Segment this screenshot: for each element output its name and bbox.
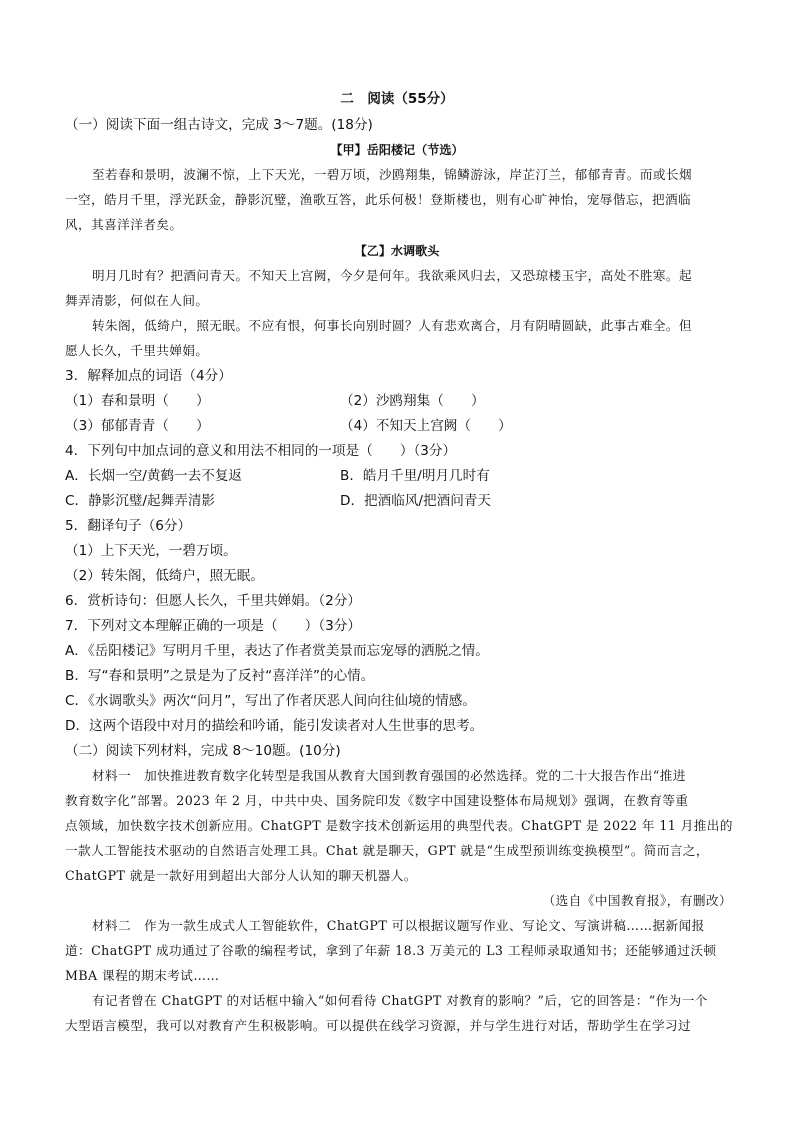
section-title: 二 阅读（55分）	[340, 91, 454, 107]
material2-line-2: 道：ChatGPT 成功通过了谷歌的编程考试，拿到了年薪 18.3 万美元的 L3 工程师录取通知书；还能够通过沃顿	[65, 943, 717, 958]
material1-line-2: 教育数字化”部署。2023 年 2 月，中共中央、国务院印发《数字中国建设整体布局规划》强调，在教育等重	[65, 793, 689, 808]
q4-option-b: B．皓月千里/明月几时有	[340, 468, 490, 484]
jia-line-2: 一空，皓月千里，浮光跃金，静影沉璧，渔歌互答，此乐何极！登斯楼也，则有心旷神怡，宠辱偕忘，把酒临	[65, 192, 692, 207]
material2-line-4: 有记者曾在 ChatGPT 的对话框中输入“如何看待 ChatGPT 对教育的影响？”后，它的回答是：“作为一个	[92, 993, 708, 1008]
yi-line-4: 愿人长久，千里共婵娟。	[65, 343, 209, 358]
q4-option-a: A．长烟一空/黄鹤一去不复返	[65, 468, 243, 484]
material2-line-3: MBA 课程的期末考试……	[65, 968, 220, 983]
q5-stem: 5．翻译句子（6分）	[65, 518, 192, 534]
yi-line-1: 明月几时有？把酒问青天。不知天上宫阙，今夕是何年。我欲乘风归去，又恐琼楼玉宇，高处不胜寒。起	[92, 268, 693, 283]
q7-stem: 7．下列对文本理解正确的一项是（ ）（3分）	[65, 618, 361, 634]
jia-title: 【甲】岳阳楼记（节选）	[330, 143, 464, 157]
q7-option-c: C．《水调歌头》两次“问月”，写出了作者厌恶人间向往仙境的情感。	[65, 693, 476, 709]
q3-item-2: （2）沙鸥翔集（ ）	[340, 393, 485, 409]
q3-item-1: （1）春和景明（ ）	[65, 393, 210, 409]
part1-heading: （一）阅读下面一组古诗文，完成 3～7题。(18分)	[65, 117, 373, 133]
q3-item-3: （3）郁郁青青（ ）	[65, 418, 210, 434]
material2-line-5: 大型语言模型，我可以对教育产生积极影响。可以提供在线学习资源，并与学生进行对话，帮助学生在学习过	[65, 1018, 692, 1033]
material1-line-5: ChatGPT 就是一款好用到超出大部分人认知的聊天机器人。	[65, 868, 417, 883]
material1-line-1: 材料一 加快推进教育数字化转型是我国从教育大国到教育强国的必然选择。党的二十大报告作出“推进	[92, 768, 686, 783]
jia-line-1: 至若春和景明，波澜不惊，上下天光，一碧万顷，沙鸥翔集，锦鳞游泳，岸芷汀兰，郁郁青青。而或长烟	[92, 167, 693, 182]
material1-source: （选自《中国教育报》，有删改）	[542, 893, 732, 908]
material2-line-1: 材料二 作为一款生成式人工智能软件，ChatGPT 可以根据议题写作业、写论文、写演讲稿……据新闻报	[92, 918, 705, 933]
q4-option-d: D．把酒临风/把酒问青天	[340, 493, 491, 509]
q3-stem: 3．解释加点的词语（4分）	[65, 368, 232, 384]
material1-line-3: 点领域，加快数字技术创新应用。ChatGPT 是数字技术创新运用的典型代表。ChatGPT 是 2022 年 11 月推出的	[65, 818, 733, 833]
jia-line-3: 风，其喜洋洋者矣。	[65, 217, 183, 232]
yi-title: 【乙】水调歌头	[354, 244, 440, 258]
yi-line-2: 舞弄清影，何似在人间。	[65, 293, 209, 308]
q5-item-1: （1）上下天光，一碧万顷。	[65, 543, 237, 559]
q6-stem: 6．赏析诗句：但愿人长久，千里共婵娟。（2分）	[65, 593, 361, 609]
material1-line-4: 一款人工智能技术驱动的自然语言处理工具。Chat 就是聊天，GPT 就是“生成型预训练变换模型”。简而言之，	[65, 843, 709, 858]
q7-option-b: B．写“春和景明”之景是为了反衬“喜洋洋”的心情。	[65, 668, 375, 684]
q4-option-c: C．静影沉璧/起舞弄清影	[65, 493, 216, 509]
part2-heading: （二）阅读下列材料，完成 8～10题。(10分)	[65, 743, 341, 759]
q5-item-2: （2）转朱阁，低绮户，照无眠。	[65, 568, 264, 584]
q7-option-d: D．这两个语段中对月的描绘和吟诵，能引发读者对人生世事的思考。	[65, 718, 484, 734]
q3-item-4: （4）不知天上宫阙（ ）	[340, 418, 512, 434]
yi-line-3: 转朱阁，低绮户，照无眠。不应有恨，何事长向别时圆？人有悲欢离合，月有阴晴圆缺，此事古难全。但	[92, 318, 693, 333]
q7-option-a: A．《岳阳楼记》写明月千里，表达了作者赏美景而忘宠辱的洒脱之情。	[65, 643, 489, 659]
q4-stem: 4．下列句中加点词的意义和用法不相同的一项是（ ）（3分）	[65, 443, 457, 459]
